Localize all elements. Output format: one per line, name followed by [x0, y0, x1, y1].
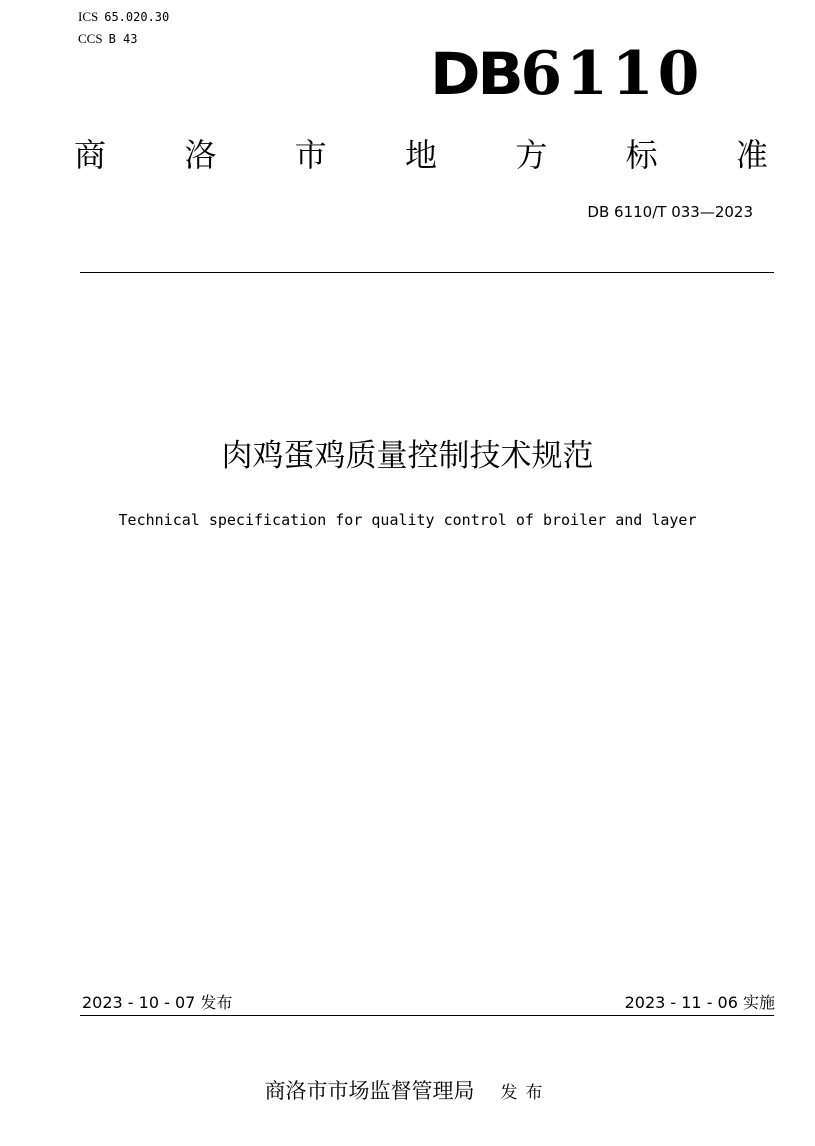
- standard-type-char: 市: [294, 136, 327, 174]
- standard-number: DB 6110/T 033—2023: [587, 203, 753, 221]
- ics-label: ICS: [78, 9, 99, 24]
- db-logo: [430, 34, 720, 114]
- standard-type-char: 标: [625, 136, 658, 174]
- standard-type-char: 商: [74, 136, 107, 174]
- standard-type-char: 方: [515, 136, 548, 174]
- document-title-english: Technical specification for quality control of broiler and layer: [118, 511, 697, 529]
- ics-code: 65.020.30: [104, 10, 170, 24]
- ccs-code: B 43: [108, 32, 138, 46]
- db-logo-number: 6110: [520, 39, 704, 109]
- issuer-line: [0, 1075, 815, 1105]
- ccs-label: CCS: [78, 31, 103, 46]
- issuer-action: 发布: [500, 1083, 551, 1103]
- document-title-chinese: 肉鸡蛋鸡质量控制技术规范: [221, 438, 594, 474]
- issuer-name: 商洛市市场监督管理局: [264, 1079, 475, 1103]
- standard-type-char: 地: [404, 136, 437, 174]
- standard-type-char: 准: [735, 136, 768, 174]
- db-logo-letters: DB: [430, 40, 521, 108]
- ccs-line: [78, 32, 137, 46]
- bottom-divider: [80, 1015, 774, 1016]
- standard-type-char: 洛: [184, 136, 217, 174]
- ics-line: [78, 10, 169, 24]
- implementation-date: 2023 - 11 - 06 实施: [624, 993, 775, 1012]
- standard-type-heading: [74, 130, 768, 180]
- issue-date: 2023 - 10 - 07 发布: [82, 993, 233, 1012]
- top-divider: [80, 272, 774, 273]
